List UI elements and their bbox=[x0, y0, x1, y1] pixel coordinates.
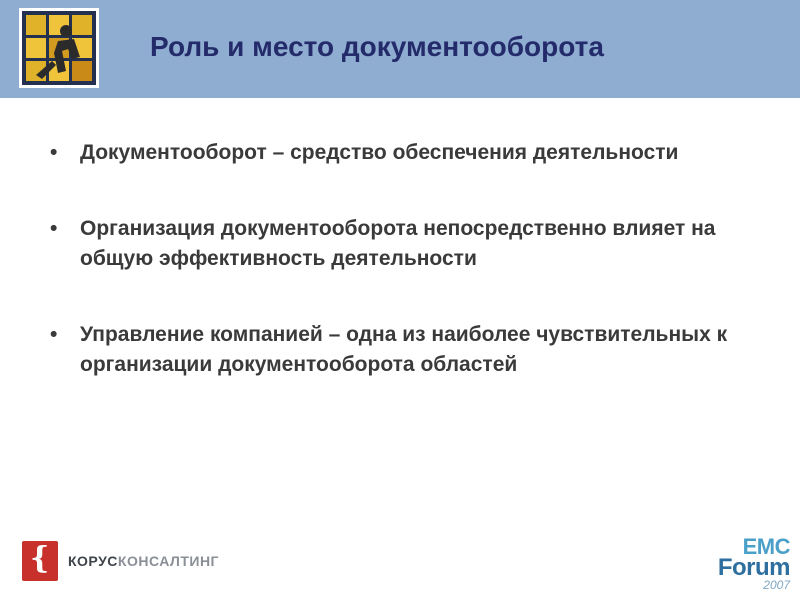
slide-header bbox=[0, 0, 800, 98]
bullet-text: Организация документооборота непосредственно влияет на общую эффективность деятельности bbox=[80, 217, 716, 270]
puzzle-figure-icon bbox=[19, 8, 99, 88]
bullet-dot-icon: • bbox=[50, 217, 58, 240]
bullet-dot-icon: • bbox=[50, 141, 58, 164]
korus-mark: { bbox=[22, 541, 58, 581]
bullet-item bbox=[48, 138, 768, 168]
emc-year-text: 2007 bbox=[763, 578, 790, 592]
bullet-item bbox=[48, 320, 768, 380]
emc-forum-text: Forum bbox=[717, 554, 790, 581]
emc-top-text: EMC bbox=[742, 534, 790, 559]
bullet-list bbox=[48, 138, 768, 426]
bullet-item bbox=[48, 214, 768, 274]
emc-forum-logo-icon bbox=[700, 534, 790, 597]
page-title: Роль и место документооборота bbox=[150, 31, 604, 62]
bullet-text: Управление компанией – одна из наиболее чувствительных к организации документооборота областей bbox=[80, 323, 728, 376]
bullet-dot-icon: • bbox=[50, 323, 58, 346]
korus-name: КОРУСКОНСАЛТИНГ bbox=[68, 553, 219, 569]
bullet-text: Документооборот – средство обеспечения деятельности bbox=[80, 141, 679, 164]
korus-logo-icon bbox=[22, 541, 219, 581]
